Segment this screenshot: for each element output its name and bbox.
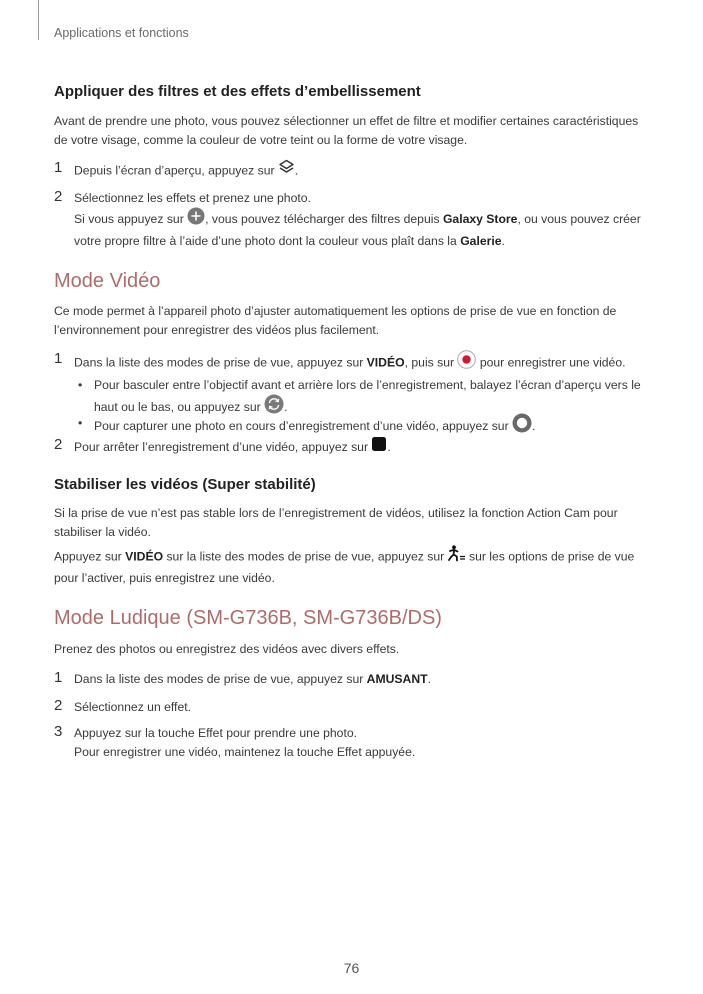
step-text-end: .: [294, 163, 299, 178]
fun-heading: Mode Ludique (SM-G736B, SM-G736B/DS): [54, 607, 442, 629]
filter-effects-icon: [278, 159, 295, 182]
stabilize-heading: Stabiliser les vidéos (Super stabilité): [54, 476, 316, 493]
page-number: 76: [343, 960, 360, 976]
add-filter-icon: [187, 207, 205, 231]
stabilize-paragraph-2: [54, 546, 654, 588]
bullet-text-a: Pour basculer entre l’objectif avant et arrière lors de l’enregistrement, balayez l’écran d’aperçu vers le haut ou le bas, ou appuyez sur: [94, 378, 641, 415]
step-text: Sélectionnez un effet.: [74, 700, 191, 714]
step-text-a: Si vous appuyez sur: [74, 212, 188, 227]
super-steady-icon: [448, 545, 466, 568]
video-heading: Mode Vidéo: [54, 270, 161, 292]
bullet-dot: •: [78, 416, 83, 430]
step-text-a: Dans la liste des modes de prise de vue, appuyez sur: [74, 672, 367, 686]
section-header: Applications et fonctions: [54, 26, 189, 40]
fun-mode-label: AMUSANT: [366, 672, 428, 686]
header-rule: [38, 0, 39, 40]
video-mode-label: VIDÉO: [125, 549, 164, 564]
step-text: Sélectionnez les effets et prenez une photo.: [74, 191, 311, 205]
filters-intro: Avant de prendre une photo, vous pouvez sélectionner un effet de filtre et modifier certaines caractéristiques de votre visage, comme la couleur de votre teint ou la forme de votre visage.: [54, 114, 639, 147]
step-text-a: Dans la liste des modes de prise de vue, appuyez sur: [74, 355, 367, 370]
step-text-b: , vous pouvez télécharger des filtres depuis: [205, 212, 443, 227]
stop-icon: [371, 436, 387, 458]
step-text-line-1: Appuyez sur la touche Effet pour prendre une photo.: [74, 726, 357, 740]
step-text-b: .: [387, 440, 391, 455]
step-number: 2: [54, 697, 63, 714]
step-text-line-2: Pour enregistrer une vidéo, maintenez la touche Effet appuyée.: [74, 745, 416, 759]
step-number: 2: [54, 188, 63, 205]
paragraph-text-a: Appuyez sur: [54, 549, 126, 564]
bullet-text-b: .: [532, 419, 536, 434]
bullet-text-a: Pour capturer une photo en cours d’enregistrement d’une vidéo, appuyez sur: [94, 419, 513, 434]
video-mode-label: VIDÉO: [366, 355, 405, 370]
step-number: 1: [54, 159, 63, 176]
galaxy-store-label: Galaxy Store: [442, 212, 518, 227]
step-text-a: Pour arrêter l’enregistrement d’une vidéo, appuyez sur: [74, 440, 372, 455]
step-text: Depuis l’écran d’aperçu, appuyez sur: [74, 163, 278, 178]
capture-icon: [512, 413, 532, 439]
paragraph-text-c: sur les options de prise de vue pour l’activer, puis enregistrez une vidéo.: [54, 549, 635, 585]
step-number: 1: [54, 350, 63, 367]
video-intro: Ce mode permet à l’appareil photo d’ajuster automatiquement les options de prise de vue en fonction de l’environnement pour enregistrer des vidéos plus facilement.: [54, 304, 617, 337]
step-number: 2: [54, 436, 63, 453]
bullet-dot: •: [78, 378, 83, 392]
galerie-label: Galerie: [460, 234, 502, 248]
step-number: 1: [54, 669, 63, 686]
step-text-d: .: [501, 234, 505, 248]
step-text-c: pour enregistrer une vidéo.: [476, 355, 626, 370]
bullet-text-b: .: [284, 400, 288, 415]
step-text-b: , puis sur: [404, 355, 458, 370]
paragraph-text-b: sur la liste des modes de prise de vue, appuyez sur: [163, 549, 448, 564]
filters-heading: Appliquer des filtres et des effets d’embellissement: [54, 83, 421, 100]
record-icon: [457, 350, 476, 375]
step-text-c: , ou vous pouvez créer votre propre filtre à l’aide d’une photo dont la couleur vous plaît dans la: [74, 212, 641, 248]
step-text-b: .: [427, 672, 431, 686]
fun-intro: Prenez des photos ou enregistrez des vidéos avec divers effets.: [54, 642, 400, 656]
step-number: 3: [54, 723, 63, 740]
stabilize-paragraph-1: Si la prise de vue n’est pas stable lors de l’enregistrement de vidéos, utilisez la fonction Action Cam pour stabiliser la vidéo.: [54, 506, 618, 539]
